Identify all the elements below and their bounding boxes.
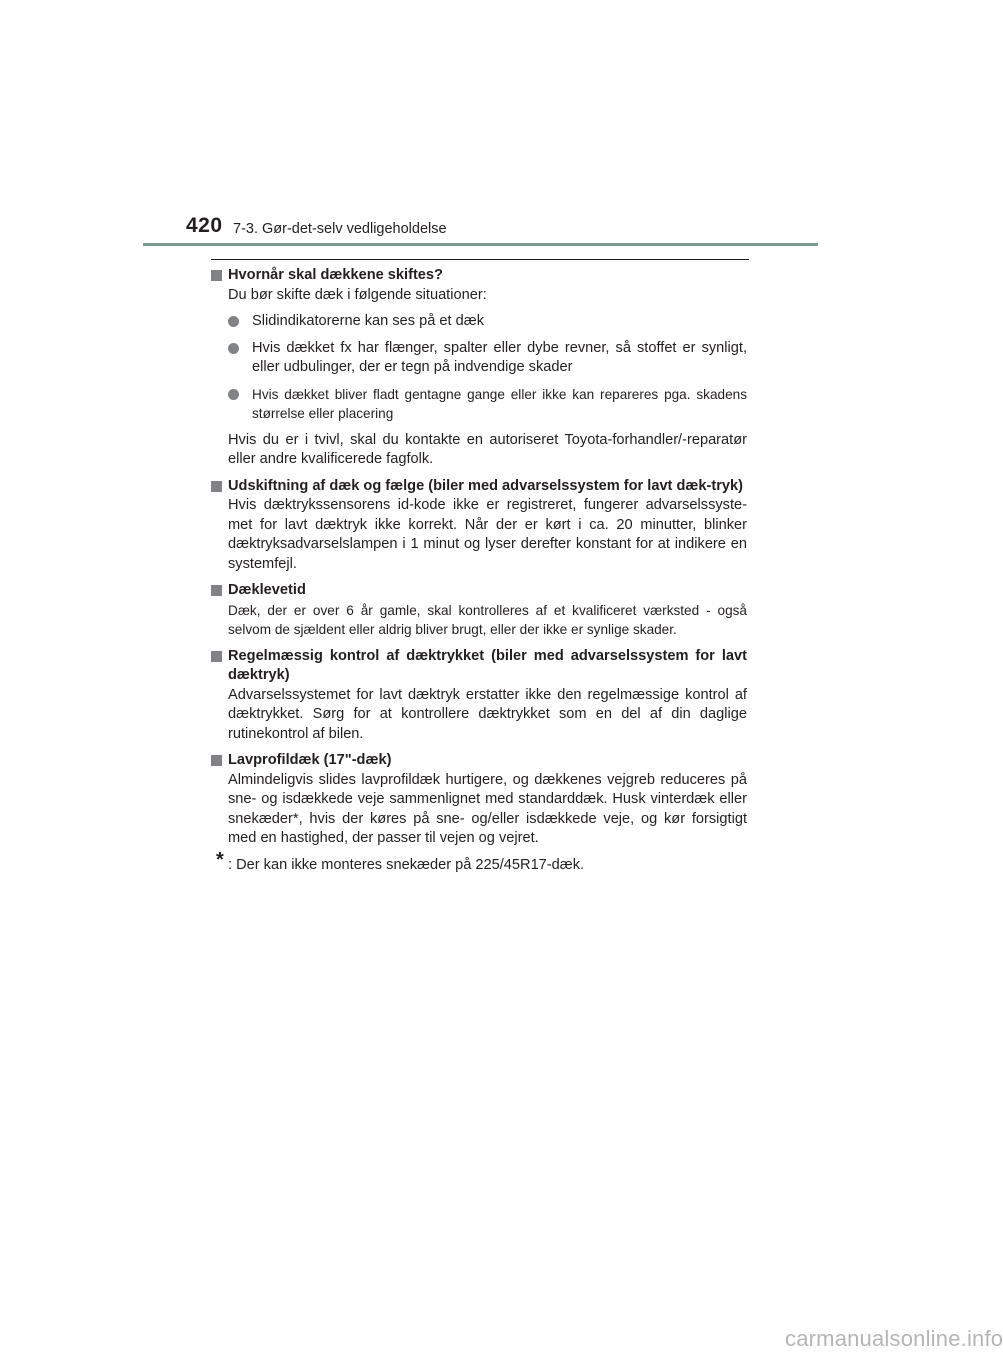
section-intro: Du bør skifte dæk i følgende situationer:	[228, 286, 487, 303]
square-bullet-icon	[211, 270, 222, 281]
page-header	[0, 0, 960, 250]
section-low-profile-tires	[211, 751, 747, 849]
document-body	[211, 266, 747, 875]
footnote-marker: *	[216, 848, 224, 871]
section-outro: Hvis du er i tvivl, skal du kontakte en autoriseret Toyota-forhandler/-reparatør eller andre kvalificerede fagfolk.	[228, 431, 747, 467]
square-bullet-icon	[211, 651, 222, 662]
section-tire-replacement	[211, 266, 747, 470]
section-title: 7-3. Gør-det-selv vedligeholdelse	[233, 221, 447, 237]
square-bullet-icon	[211, 481, 222, 492]
section-body: Almindeligvis slides lavprofildæk hurtigere, og dækkenes vejgreb reduceres på sne- og isdækkede veje sammenlignet med standarddæk. Husk vinterdæk eller snekæder*, hvis der køres på sne- og/eller isdækkede veje, og kør forsigtigt med en hastighed, der passer til vejen og vejret.	[228, 771, 747, 846]
section-heading: Lavprofildæk (17"-dæk)	[211, 751, 747, 771]
page-number: 420	[186, 214, 223, 237]
circle-bullet-icon	[228, 389, 239, 400]
section-body: Hvis dæktrykssensorens id-kode ikke er registreret, fungerer advarselssyste-met for lavt dæktryk ikke korrekt. Når der er kørt i ca. 20 minutter, blinker dæktryksadvarselslampen i 1 minut og lyser derefter konstant for at indikere en systemfejl.	[228, 497, 747, 572]
section-tire-wheel-replacement	[211, 477, 747, 575]
header-divider	[143, 243, 818, 246]
section-pressure-check	[211, 647, 747, 745]
list-item: Slidindikatorerne kan ses på et dæk	[228, 312, 747, 332]
section-heading: Hvornår skal dækkene skiftes?	[211, 266, 747, 286]
list-item: Hvis dækket fx har flænger, spalter eller dybe revner, så stoffet er synligt, eller udbulinger, der er tegn på indvendige skader	[228, 339, 747, 378]
section-heading: Dæklevetid	[211, 581, 747, 601]
square-bullet-icon	[211, 585, 222, 596]
watermark: carmanualsonline.info	[785, 1326, 1003, 1351]
section-body: Dæk, der er over 6 år gamle, skal kontrolleres af et kvalificeret værksted - også selvom de sjældent eller aldrig bliver brugt, eller der ikke er synlige skader.	[228, 602, 747, 637]
square-bullet-icon	[211, 755, 222, 766]
circle-bullet-icon	[228, 316, 239, 327]
section-body	[211, 286, 747, 470]
footnote-text: : Der kan ikke monteres snekæder på 225/45R17-dæk.	[228, 856, 585, 873]
section-body: Advarselssystemet for lavt dæktryk erstatter ikke den regelmæssige kontrol af dæktrykket. Sørg for at kontrollere dæktrykket som en del af din daglige rutinekontrol af bilen.	[228, 686, 747, 742]
footnote	[211, 848, 747, 876]
list-item: Hvis dækket bliver fladt gentagne gange eller ikke kan repareres pga. skadens størrelse eller placering	[228, 385, 747, 424]
circle-bullet-icon	[228, 343, 239, 354]
section-heading: Udskiftning af dæk og fælge (biler med advarselssystem for lavt dæk-tryk)	[211, 477, 747, 497]
section-heading: Regelmæssig kontrol af dæktrykket (biler med advarselssystem for lavt dæktryk)	[211, 647, 747, 686]
section-tire-lifetime	[211, 581, 747, 640]
content-top-rule	[211, 259, 749, 260]
